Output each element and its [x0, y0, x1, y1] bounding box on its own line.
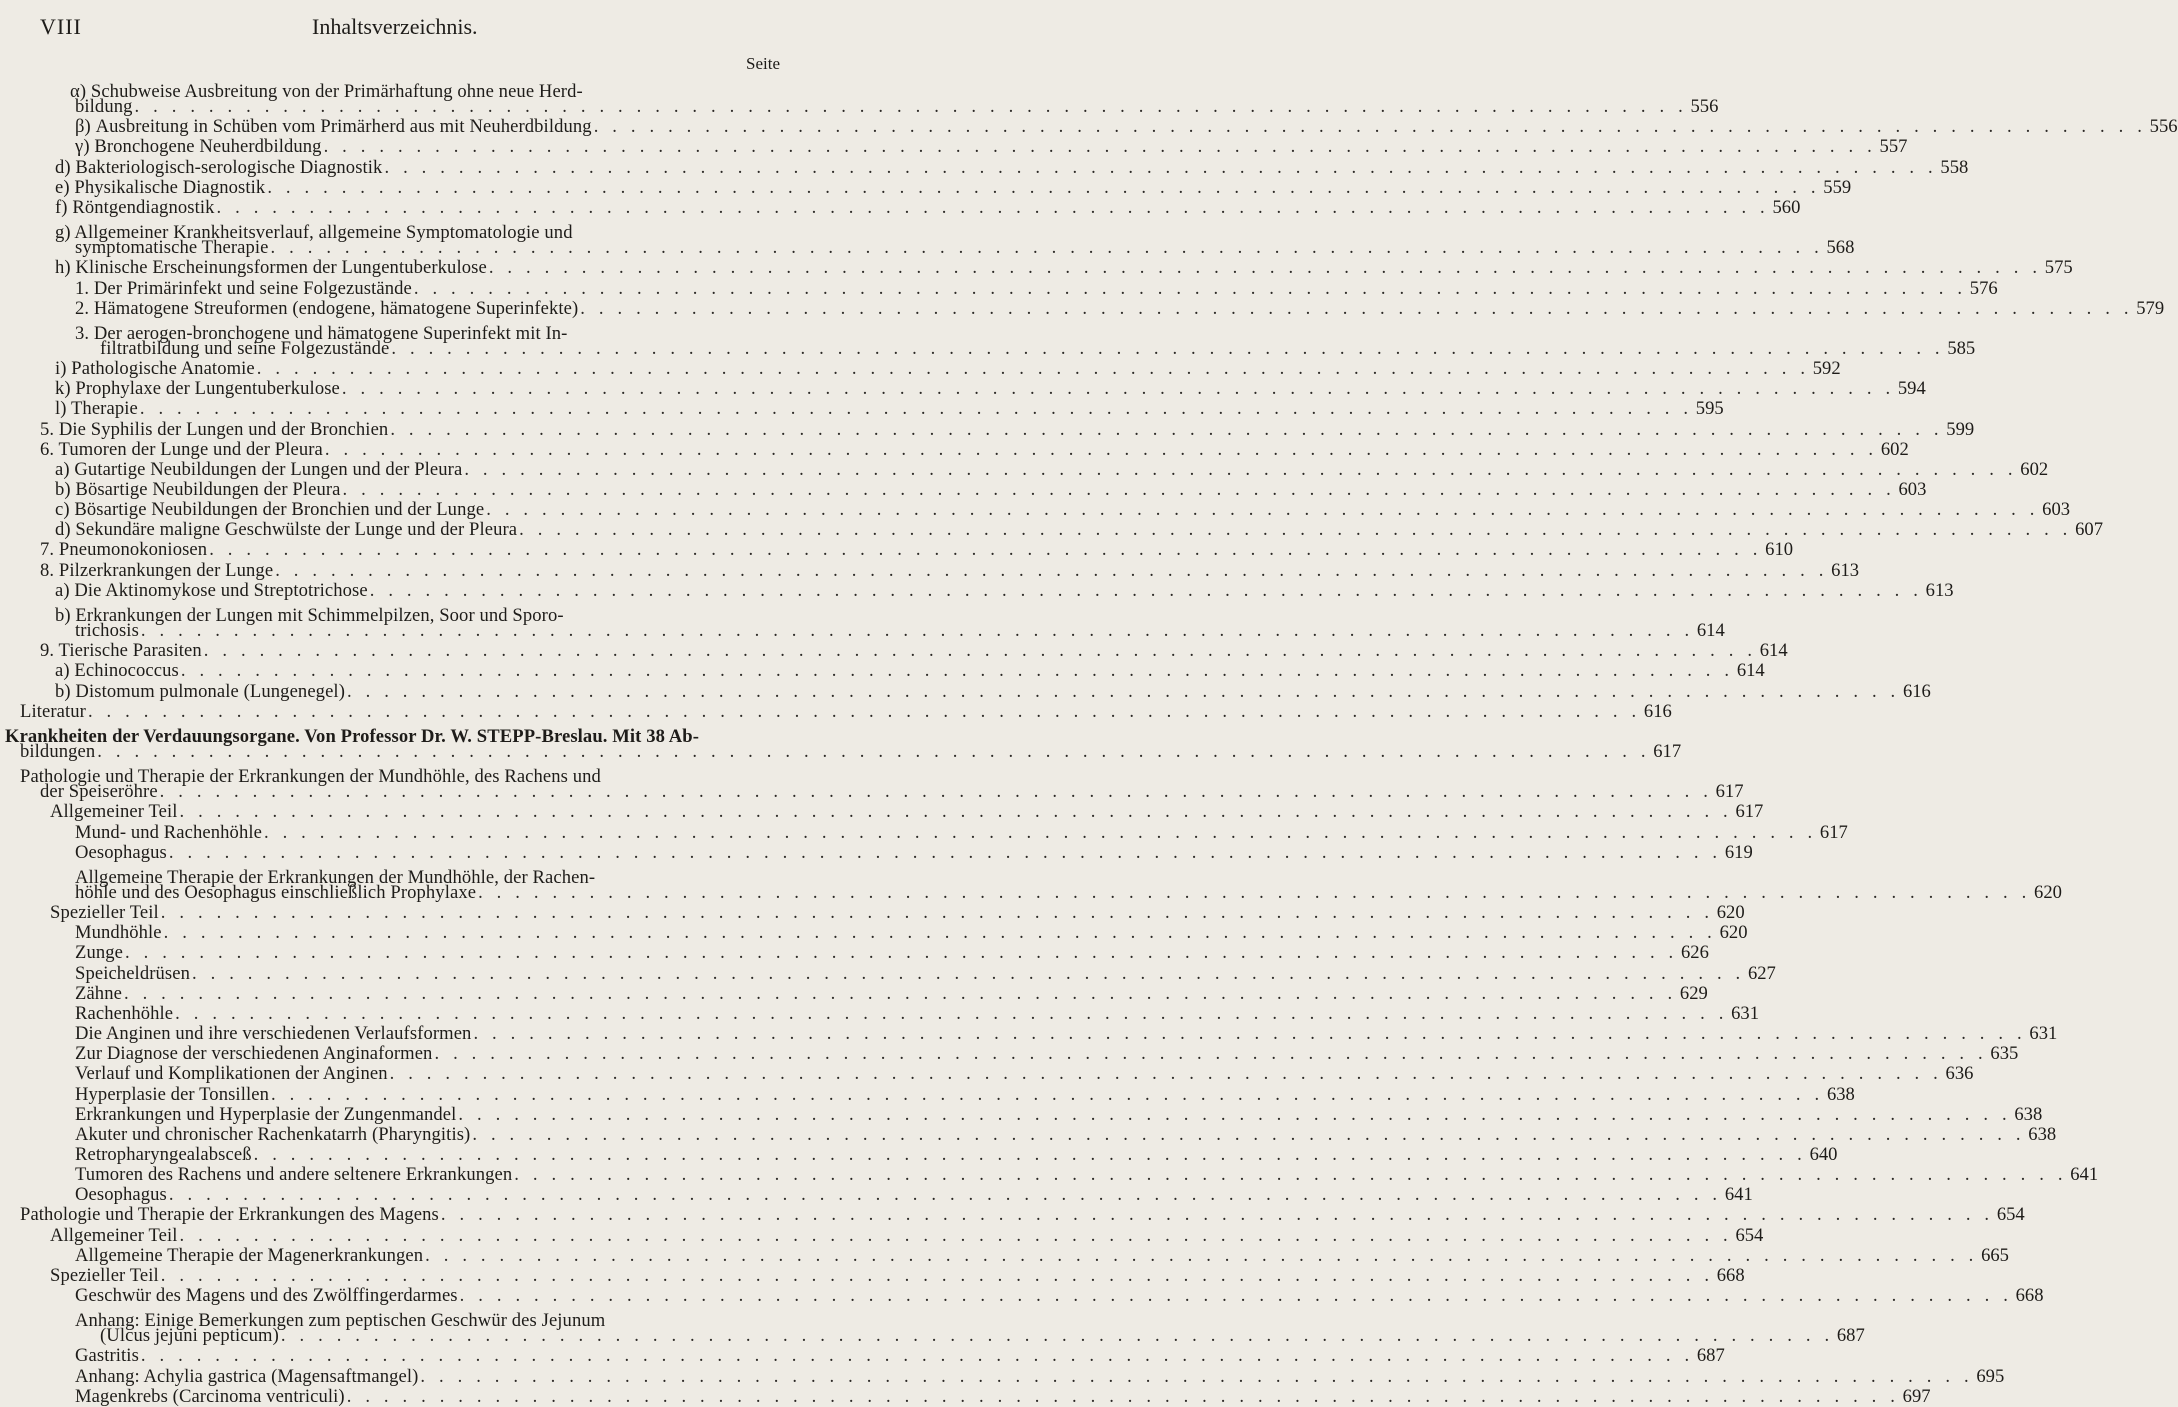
toc-entry-page: 640 [1809, 1143, 1838, 1165]
dot-leader [324, 137, 1877, 157]
toc-entry-title: b) Erkrankungen der Lungen mit Schimmelpilzen, Soor und Sporo- [55, 604, 564, 626]
toc-entry-title: 2. Hämatogene Streuformen (endogene, hämatogene Superinfekte) [75, 297, 579, 319]
toc-entry-title: b) Distomum pulmonale (Lungenegel) [55, 680, 345, 702]
dot-leader [342, 379, 1895, 399]
toc-entry [0, 1002, 1760, 1024]
toc-entry [0, 601, 780, 626]
toc-entry-title: 7. Pneumonokoniosen [40, 539, 208, 561]
dot-leader [125, 943, 1678, 963]
toc-entry-page: 617 [1715, 781, 1744, 803]
toc-entry [0, 358, 1841, 380]
toc-entry [0, 1244, 2009, 1266]
toc-entry-title: Allgemeiner Teil [50, 801, 178, 823]
toc-entry-title: α) Schubweise Ausbreitung von der Primärhaftung ohne neue Herd- [70, 81, 583, 102]
dot-leader [164, 923, 1717, 943]
toc-entry-page: 603 [1898, 479, 1927, 500]
toc-entry [0, 722, 780, 747]
toc-entry-title: γ) Bronchogene Neuherdbildung [75, 136, 322, 158]
toc-entry [0, 620, 1725, 641]
toc-entry-title: 8. Pilzerkrankungen der Lunge [40, 559, 274, 581]
toc-entry [0, 499, 2071, 521]
dot-leader [124, 984, 1677, 1004]
dot-leader [514, 1165, 2067, 1185]
toc-entry-page: 617 [1653, 740, 1682, 762]
dot-leader [607, 1306, 749, 1326]
toc-entry [0, 277, 1998, 299]
toc-entry-page: 602 [1880, 438, 1909, 460]
dot-leader [209, 540, 1762, 560]
toc-entry-title: Krankheiten der Verdauungsorgane. Von Professor Dr. W. STEPP-Breslau. Mit 38 Ab- [5, 725, 699, 747]
toc-entry-title: Spezieller Teil [50, 902, 159, 924]
toc-entry-title: Pathologie und Therapie der Erkrankungen des Magens [20, 1204, 439, 1226]
dot-leader [97, 742, 1650, 762]
toc-entry-page: 631 [1731, 1002, 1760, 1024]
dot-leader [580, 299, 2133, 319]
toc-entry-page: 576 [1969, 277, 1998, 299]
dot-leader [254, 1145, 1807, 1165]
dot-leader [161, 903, 1714, 923]
toc-entry-title: Mund- und Rachenhöhle [75, 821, 262, 843]
toc-entry-page: 617 [1819, 821, 1848, 843]
dot-leader [140, 399, 1693, 419]
toc-entry [0, 640, 1788, 662]
toc-entry-page: 614 [1736, 660, 1765, 682]
toc-entry-title: Magenkrebs (Carcinoma ventriculi) [75, 1385, 345, 1407]
toc-entry-title: Oesophagus [75, 841, 167, 863]
dot-leader [160, 782, 1713, 802]
toc-entry [0, 136, 1908, 158]
toc-entry [0, 1184, 1753, 1206]
dot-leader [425, 1246, 1978, 1266]
toc-entry-page: 556 [1690, 96, 1719, 118]
toc-entry-page: 617 [1735, 801, 1764, 823]
toc-entry-title: h) Klinische Erscheinungsformen der Lungentuberkulose [55, 257, 487, 279]
toc-entry [0, 418, 1975, 440]
toc-entry-title: i) Pathologische Anatomie [55, 358, 255, 380]
dot-leader [597, 863, 749, 883]
dot-leader [566, 601, 749, 621]
toc-entry [0, 156, 1969, 178]
toc-entry-title: Rachenhöhle [75, 1002, 174, 1024]
toc-entry [0, 1043, 2019, 1065]
toc-entry-title: b) Bösartige Neubildungen der Pleura [55, 479, 341, 500]
dot-leader [585, 77, 749, 97]
toc-entry [0, 1063, 1974, 1085]
dot-leader [175, 1004, 1728, 1024]
toc-entry [0, 196, 1801, 218]
dot-leader [88, 702, 1641, 722]
toc-entry-title: 3. Der aerogen-bronchogene und hämatogene Superinfekt mit In- [75, 322, 568, 344]
toc-entry-page: 638 [2014, 1103, 2043, 1125]
toc-entry-title: Zur Diagnose der verschiedenen Anginaformen [75, 1043, 433, 1065]
toc-entry-page: 613 [1925, 579, 1954, 601]
toc-entry-title: Literatur [20, 700, 86, 722]
toc-entry-title: Geschwür des Magens und des Zwölffingerdarmes [75, 1285, 458, 1306]
dot-leader [478, 883, 2031, 903]
toc-entry [0, 1204, 2025, 1226]
toc-entry-title: k) Prophylaxe der Lungentuberkulose [55, 378, 340, 400]
dot-leader [594, 117, 2147, 137]
toc-entry-title: Hyperplasie der Tonsillen [75, 1083, 269, 1105]
toc-entry-title: Zähne [75, 982, 122, 1004]
toc-entry-page: 616 [1643, 700, 1672, 722]
toc-entry-page: 665 [1981, 1244, 2009, 1266]
toc-entry [0, 801, 1764, 823]
dot-leader [575, 218, 749, 238]
toc-entry-title: Spezieller Teil [50, 1264, 159, 1286]
toc-entry-title: e) Physikalische Diagnostik [55, 176, 266, 198]
dot-leader [420, 1367, 1973, 1387]
toc-entry [0, 1325, 1865, 1347]
toc-entry-title: Erkrankungen und Hyperplasie der Zungenmandel [75, 1103, 457, 1125]
toc-entry-title: 5. Die Syphilis der Lungen und der Bronchien [40, 418, 389, 440]
toc-entry [0, 700, 1672, 722]
toc-entry-title: Oesophagus [75, 1184, 167, 1206]
toc-entry-page: 641 [2070, 1164, 2099, 1186]
toc-entry [0, 257, 2073, 279]
dot-leader [281, 1326, 1834, 1346]
toc-entry-title: (Ulcus jejuni pepticum) [100, 1325, 279, 1347]
toc-entry [0, 882, 2062, 903]
toc-entry [0, 1103, 2043, 1125]
dot-leader [370, 581, 1923, 601]
toc-entry-page: 620 [1716, 902, 1745, 924]
toc-entry [0, 1385, 1931, 1407]
toc-entry-title: Pathologie und Therapie der Erkrankungen der Mundhöhle, des Rachens und [20, 766, 601, 788]
dot-leader [217, 198, 1770, 218]
toc-entry-page: 629 [1679, 982, 1708, 1004]
toc-entry [0, 176, 1852, 198]
toc-entry-title: c) Bösartige Neubildungen der Bronchien und der Lunge [55, 499, 485, 521]
toc-entry [0, 579, 1954, 601]
dot-leader [135, 97, 1688, 117]
dot-leader [180, 1226, 1733, 1246]
toc-entry [0, 378, 1926, 400]
toc-entry-page: 568 [1826, 237, 1855, 259]
toc-entry-title: Gastritis [75, 1345, 139, 1367]
toc-entry-title: g) Allgemeiner Krankheitsverlauf, allgemeine Symptomatologie und [55, 222, 573, 243]
dot-leader [169, 843, 1722, 863]
dot-leader [192, 964, 1745, 984]
toc-entry [0, 863, 780, 888]
toc-entry-page: 614 [1759, 640, 1788, 662]
toc-entry-page: 668 [1716, 1264, 1745, 1286]
toc-entry [0, 660, 1765, 682]
toc-entry-page: 654 [1996, 1204, 2025, 1226]
dot-leader [434, 1044, 1987, 1064]
toc-entry [0, 458, 2049, 480]
page-column-label: Seite [746, 54, 780, 73]
toc-entry-page: 638 [1826, 1083, 1855, 1105]
toc-entry-page: 668 [2015, 1285, 2044, 1306]
toc-entry [0, 902, 1745, 924]
dot-leader [441, 1205, 1994, 1225]
toc-entry-title: 1. Der Primärinfekt und seine Folgezustände [75, 277, 412, 299]
dot-leader [141, 621, 1694, 641]
toc-entry-page: 638 [2028, 1123, 2057, 1145]
toc-entry-title: bildung [75, 96, 133, 118]
toc-entry [0, 1143, 1838, 1165]
toc-entry [0, 96, 1719, 118]
dot-leader [391, 339, 1944, 359]
dot-leader [460, 1286, 2013, 1306]
toc-entry [0, 942, 1709, 964]
toc-entry [0, 680, 1931, 702]
toc-entry-page: 579 [2136, 297, 2165, 319]
toc-entry-page: 607 [2075, 519, 2103, 541]
dot-leader [257, 359, 1810, 379]
toc-entry [0, 1285, 2044, 1306]
toc-entry-page: 558 [1940, 156, 1969, 178]
dot-leader [141, 1346, 1694, 1366]
dot-leader [603, 762, 749, 782]
dot-leader [264, 823, 1817, 843]
toc-entry-page: 599 [1946, 418, 1975, 440]
toc-entry-page: 687 [1836, 1325, 1865, 1347]
dot-leader [414, 279, 1967, 299]
dot-leader [204, 641, 1757, 661]
toc-entry-title: a) Gutartige Neubildungen der Lungen und der Pleura [55, 458, 463, 480]
toc-entry-page: 641 [1724, 1184, 1753, 1206]
toc-entry-title: symptomatische Therapie [75, 237, 269, 259]
toc-entry-page: 620 [2034, 882, 2062, 903]
dot-leader [390, 1064, 1943, 1084]
dot-leader [390, 420, 1943, 440]
toc-entry [0, 1023, 2058, 1044]
toc-entry-title: höhle und des Oesophagus einschließlich Prophylaxe [75, 882, 477, 903]
toc-entry-title: Allgemeine Therapie der Magenerkrankungen [75, 1244, 424, 1266]
toc-entry-title: trichosis [75, 620, 139, 641]
toc-entry [0, 781, 1744, 803]
dot-leader [267, 178, 1820, 198]
toc-entry-page: 654 [1735, 1224, 1764, 1246]
toc-entry-page: 559 [1823, 176, 1852, 198]
dot-leader [161, 1266, 1714, 1286]
dot-leader [271, 238, 1824, 258]
toc-entry [0, 841, 1753, 863]
toc-entry-page: 631 [2029, 1023, 2058, 1044]
toc-entry [0, 438, 1909, 460]
toc-entry [0, 1345, 1725, 1367]
dot-leader [181, 661, 1734, 681]
toc-entry-page: 616 [1902, 680, 1931, 702]
page-number-roman: VIII [40, 14, 82, 39]
dot-leader [701, 722, 749, 742]
running-title: Inhaltsverzeichnis. [312, 14, 478, 39]
toc-entry [0, 218, 780, 243]
dot-leader [343, 480, 1896, 500]
toc-entry [0, 398, 1724, 420]
toc-entry-page: 627 [1747, 962, 1776, 984]
toc-entry-title: bildungen [20, 740, 96, 762]
toc-entry-title: 9. Tierische Parasiten [40, 640, 202, 662]
dot-leader [464, 460, 2017, 480]
toc-entry-page: 620 [1719, 922, 1748, 944]
toc-entry-title: f) Röntgendiagnostik [55, 196, 215, 218]
toc-entry-page: 687 [1696, 1345, 1725, 1367]
toc-entry-title: Anhang: Einige Bemerkungen zum peptischen Geschwür des Jejunum [75, 1310, 606, 1332]
toc-entry [0, 1306, 780, 1332]
dot-leader [486, 500, 2039, 520]
dot-leader [519, 520, 2072, 540]
toc-entry [0, 77, 780, 102]
toc-entry-page: 695 [1976, 1365, 2005, 1387]
toc-entry-title: d) Sekundäre maligne Geschwülste der Lunge und der Pleura [55, 519, 518, 541]
toc-entry-page: 636 [1945, 1063, 1974, 1085]
toc-entry-title: Speicheldrüsen [75, 962, 190, 984]
toc-entry [0, 1164, 2099, 1186]
dot-leader [473, 1024, 2026, 1044]
toc-entry-title: filtratbildung und seine Folgezustände [100, 337, 390, 359]
toc-entry-title: β) Ausbreitung in Schüben vom Primärherd aus mit Neuherdbildung [75, 116, 592, 138]
toc-entry [0, 762, 780, 788]
toc-entry-title: Akuter und chronischer Rachenkatarrh (Pharyngitis) [75, 1123, 471, 1145]
toc-entry-page: 619 [1724, 841, 1753, 863]
toc-entry-title: Anhang: Achylia gastrica (Magensaftmangel) [75, 1365, 419, 1387]
toc-entry [0, 297, 2165, 319]
toc-entry-title: Tumoren des Rachens und andere seltenere Erkrankungen [75, 1164, 513, 1186]
toc-entry-title: d) Bakteriologisch-serologische Diagnostik [55, 156, 383, 178]
toc-entry-page: 592 [1812, 358, 1841, 380]
toc-entry [0, 1264, 1745, 1286]
toc-entry-title: a) Echinococcus [55, 660, 179, 682]
toc-entry-title: l) Therapie [55, 398, 138, 420]
toc-entry-page: 557 [1879, 136, 1908, 158]
toc-entry-title: der Speiseröhre [40, 781, 158, 803]
toc-entry-page: 603 [2042, 499, 2071, 521]
toc-entry-title: 6. Tumoren der Lunge und der Pleura [40, 438, 323, 460]
toc-entry-title: Allgemeine Therapie der Erkrankungen der Mundhöhle, der Rachen- [75, 866, 596, 888]
toc-entry-page: 560 [1772, 196, 1801, 218]
dot-leader [347, 682, 1900, 702]
toc-entry [0, 116, 2178, 138]
toc-entry-title: Mundhöhle [75, 922, 162, 944]
toc-entry-page: 594 [1897, 378, 1926, 400]
dot-leader [384, 158, 1937, 178]
toc-entry-page: 613 [1831, 559, 1860, 581]
toc-entry [0, 337, 1976, 359]
dot-leader [472, 1125, 2025, 1145]
toc-entry-title: Die Anginen und ihre verschiedenen Verlaufsformen [75, 1023, 472, 1044]
toc-entry [0, 319, 780, 344]
toc-entry-page: 610 [1765, 539, 1794, 561]
toc-entry [0, 922, 1748, 944]
toc-entry [0, 982, 1708, 1004]
toc-entry-title: Zunge [75, 942, 124, 964]
toc-entry-page: 626 [1680, 942, 1709, 964]
dot-leader [489, 258, 2042, 278]
toc-entry-page: 614 [1696, 620, 1725, 641]
toc-entry-page: 585 [1947, 337, 1976, 359]
toc-entry-title: Verlauf und Komplikationen der Anginen [75, 1063, 388, 1085]
toc-entry [0, 479, 1927, 500]
toc-entry-page: 697 [1902, 1385, 1931, 1407]
dot-leader [569, 319, 749, 339]
toc-entry [0, 1083, 1855, 1105]
toc-entry-page: 602 [2020, 458, 2049, 480]
toc-entry [0, 539, 1794, 561]
toc-entry [0, 559, 1860, 581]
dot-leader [169, 1185, 1722, 1205]
dot-leader [180, 802, 1733, 822]
toc-entry [0, 1365, 2005, 1387]
toc-entry-page: 635 [1990, 1043, 2019, 1065]
toc-entry-title: Allgemeiner Teil [50, 1224, 178, 1246]
toc-entry [0, 1224, 1764, 1246]
toc-entry-title: Retropharyngealabsceß [75, 1143, 252, 1165]
dot-leader [275, 561, 1828, 581]
toc-entry-page: 595 [1695, 398, 1724, 420]
dot-leader [271, 1085, 1824, 1105]
toc-entry-page: 556 [2149, 116, 2178, 138]
dot-leader [325, 440, 1878, 460]
toc-entry [0, 740, 1682, 762]
toc-entry [0, 237, 1855, 259]
dot-leader [458, 1105, 2011, 1125]
toc-entry [0, 519, 2103, 541]
toc-entry [0, 821, 1848, 843]
dot-leader [347, 1387, 1900, 1407]
toc-entry [0, 1123, 2057, 1145]
toc-entry-page: 575 [2044, 257, 2073, 279]
toc-entry [0, 962, 1776, 984]
toc-entry-title: a) Die Aktinomykose und Streptotrichose [55, 579, 368, 601]
